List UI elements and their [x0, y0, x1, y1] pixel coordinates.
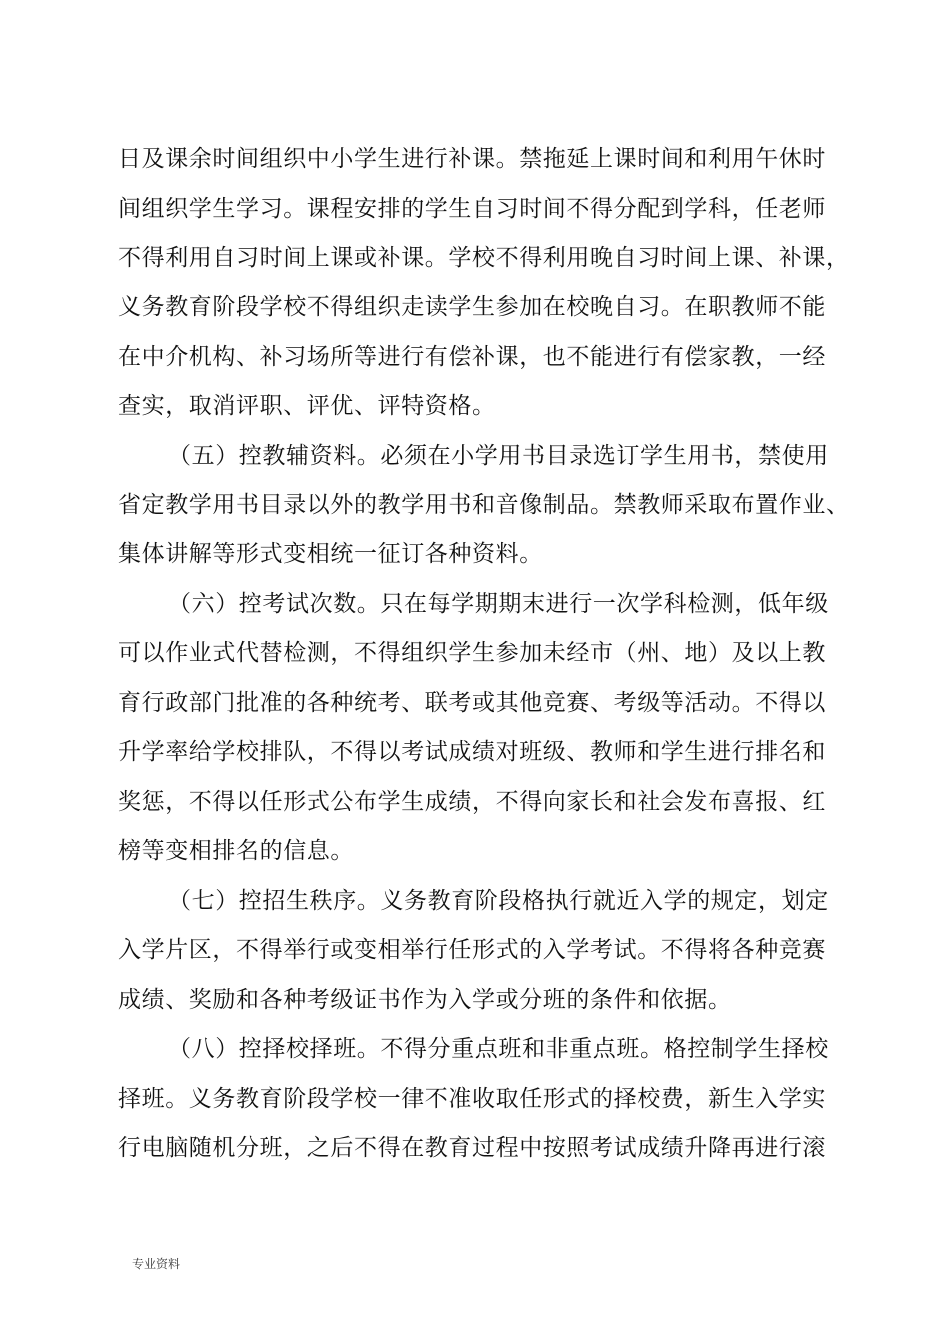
body-text-line: 榜等变相排名的信息。	[118, 838, 354, 864]
body-text-line: 日及课余时间组织中小学生进行补课。禁拖延上课时间和利用午休时	[118, 146, 826, 172]
paragraph-heading-line: （五）控教辅资料。必须在小学用书目录选订学生用书，禁使用	[168, 443, 829, 469]
body-text-line: 成绩、奖励和各种考级证书作为入学或分班的条件和依据。	[118, 987, 732, 1013]
body-text-line: 可以作业式代替检测，不得组织学生参加未经市（州、地）及以上教	[118, 640, 826, 666]
body-text-line: 育行政部门批准的各种统考、联考或其他竞赛、考级等活动。不得以	[118, 690, 826, 716]
body-text-line: 升学率给学校排队，不得以考试成绩对班级、教师和学生进行排名和	[118, 739, 826, 765]
body-text-line: 择班。义务教育阶段学校一律不准收取任形式的择校费，新生入学实	[118, 1086, 826, 1112]
body-text-line: 行电脑随机分班，之后不得在教育过程中按照考试成绩升降再进行滚	[118, 1135, 826, 1161]
body-text-line: 省定教学用书目录以外的教学用书和音像制品。禁教师采取布置作业、	[118, 492, 850, 518]
body-text-line: 间组织学生学习。课程安排的学生自习时间不得分配到学科，任老师	[118, 196, 826, 222]
paragraph-heading-line: （六）控考试次数。只在每学期期末进行一次学科检测，低年级	[168, 591, 829, 617]
body-text-line: 入学片区，不得举行或变相举行任形式的入学考试。不得将各种竞赛	[118, 937, 826, 963]
body-text-line: 义务教育阶段学校不得组织走读学生参加在校晚自习。在职教师不能	[118, 294, 826, 320]
page-footer: 专业资料	[132, 1257, 181, 1271]
body-text-line: 在中介机构、补习场所等进行有偿补课，也不能进行有偿家教，一经	[118, 344, 826, 370]
paragraph-heading-line: （七）控招生秩序。义务教育阶段格执行就近入学的规定，划定	[168, 888, 829, 914]
body-text-line: 不得利用自习时间上课或补课。学校不得利用晚自习时间上课、补课，	[118, 245, 850, 271]
body-text-line: 查实，取消评职、评优、评特资格。	[118, 393, 496, 419]
body-text-line: 奖惩，不得以任形式公布学生成绩，不得向家长和社会发布喜报、红	[118, 789, 826, 815]
paragraph-heading-line: （八）控择校择班。不得分重点班和非重点班。格控制学生择校	[168, 1036, 829, 1062]
body-text-line: 集体讲解等形式变相统一征订各种资料。	[118, 541, 543, 567]
